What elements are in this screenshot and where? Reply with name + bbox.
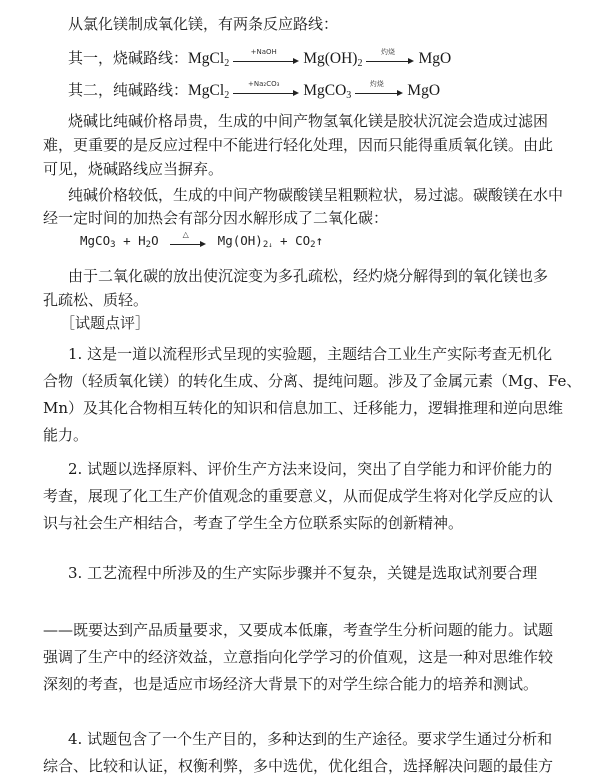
paragraph-3-line: 孔疏松、质轻。 — [43, 291, 149, 309]
comment-4-line: 4. 试题包含了一个生产目的，多种达到的生产途径。要求学生通过分析和 — [68, 730, 553, 748]
comment-4-line: 综合、比较和认证，权衡利弊，多中选优，优化组合，选择解决问题的最佳方 — [43, 757, 554, 775]
route-2 — [68, 80, 440, 106]
eq-arrow: △ — [170, 234, 206, 250]
route-2-intermediate: MgCO$_3$ — [303, 82, 352, 101]
hydrolysis-equation: MgCO$_3$ + $H_2O$ △ $Mg(OH)_2↓$ + $CO_2↑$ — [80, 229, 324, 250]
route-2-label: 其二，纯碱路线： — [68, 81, 189, 99]
route-1-arrow-1: +NaOH — [233, 51, 299, 67]
comment-3-line: 深刻的考查，也是适应市场经济大背景下的对学生综合能力的培养和测试。 — [43, 675, 539, 693]
comment-1-line: 能力。 — [43, 426, 89, 444]
paragraph-3-line: 由于二氧化碳的放出使沉淀变为多孔疏松，经灼烧分解得到的氧化镁也多 — [68, 267, 549, 285]
eq-reactant-2: $H_2O$ — [138, 233, 159, 250]
comment-3-line: 强调了生产中的经济效益，立意指向化学学习的价值观，这是一种对思维作较 — [43, 648, 554, 666]
comment-2-line: 识与社会生产相结合，考查了学生全方位联系实际的创新精神。 — [43, 514, 464, 532]
route-2-arrow-2: 灼烧 — [355, 83, 403, 99]
route-2-reactant: MgCl$_2$ — [188, 82, 230, 101]
route-1-intermediate: $Mg(OH)_2$ — [303, 50, 363, 69]
paragraph-1-line: 难，更重要的是反应过程中不能进行轻化处理，因而只能得重质氧化镁。由此 — [43, 136, 554, 154]
route-1-arrow-2: 灼烧 — [366, 51, 414, 67]
eq-product-2: $CO_2$ — [295, 233, 316, 250]
route-1-product: MgO — [418, 50, 452, 67]
comment-2-line: 考查，展现了化工生产价值观念的重要意义，从而促成学生将对化学反应的认 — [43, 487, 554, 505]
paragraph-2-line: 经一定时间的加热会有部分因水解形成了二氧化碳： — [43, 209, 389, 227]
route-1-label: 其一，烧碱路线： — [68, 49, 189, 67]
section-heading: ［试题点评］ — [60, 314, 151, 332]
comment-1-line: 合物（轻质氧化镁）的转化生成、分离、提纯问题。涉及了金属元素（Mg、Fe、 — [43, 372, 582, 390]
route-1-reactant: MgCl$_2$ — [188, 50, 230, 69]
comment-1-line: Mn）及其化合物相互转化的知识和信息加工、迁移能力，逻辑推理和逆向思维 — [43, 399, 564, 417]
eq-plus: + — [280, 233, 288, 248]
paragraph-1-line: 烧碱比纯碱价格昂贵，生成的中间产物氢氧化镁是胶状沉淀会造成过滤困 — [68, 112, 549, 130]
route-2-arrow-1: +Na₂CO₃ — [233, 83, 299, 99]
comment-1-line: 1. 这是一道以流程形式呈现的实验题，主题结合工业生产实际考查无机化 — [68, 345, 553, 363]
eq-reactant-1: MgCO$_3$ — [80, 233, 116, 250]
paragraph-2-line: 纯碱价格较低，生成的中间产物碳酸镁呈粗颗粒状，易过滤。碳酸镁在水中 — [68, 186, 564, 204]
comment-3-line: 3. 工艺流程中所涉及的生产实际步骤并不复杂，关键是选取试剂要合理 — [68, 564, 538, 582]
eq-plus: + — [123, 233, 131, 248]
intro-text: 从氯化镁制成氧化镁，有两条反应路线： — [68, 15, 339, 33]
paragraph-1-line: 可见，烧碱路线应当摒弃。 — [43, 160, 224, 178]
comment-2-line: 2. 试题以选择原料、评价生产方法来设问，突出了自学能力和评价能力的 — [68, 460, 553, 478]
route-1 — [68, 48, 451, 74]
route-2-product: MgO — [407, 82, 441, 99]
comment-3-line: ——既要达到产品质量要求，又要成本低廉，考查学生分析问题的能力。试题 — [43, 621, 554, 639]
eq-product-1: $Mg(OH)_2$ — [217, 233, 269, 250]
